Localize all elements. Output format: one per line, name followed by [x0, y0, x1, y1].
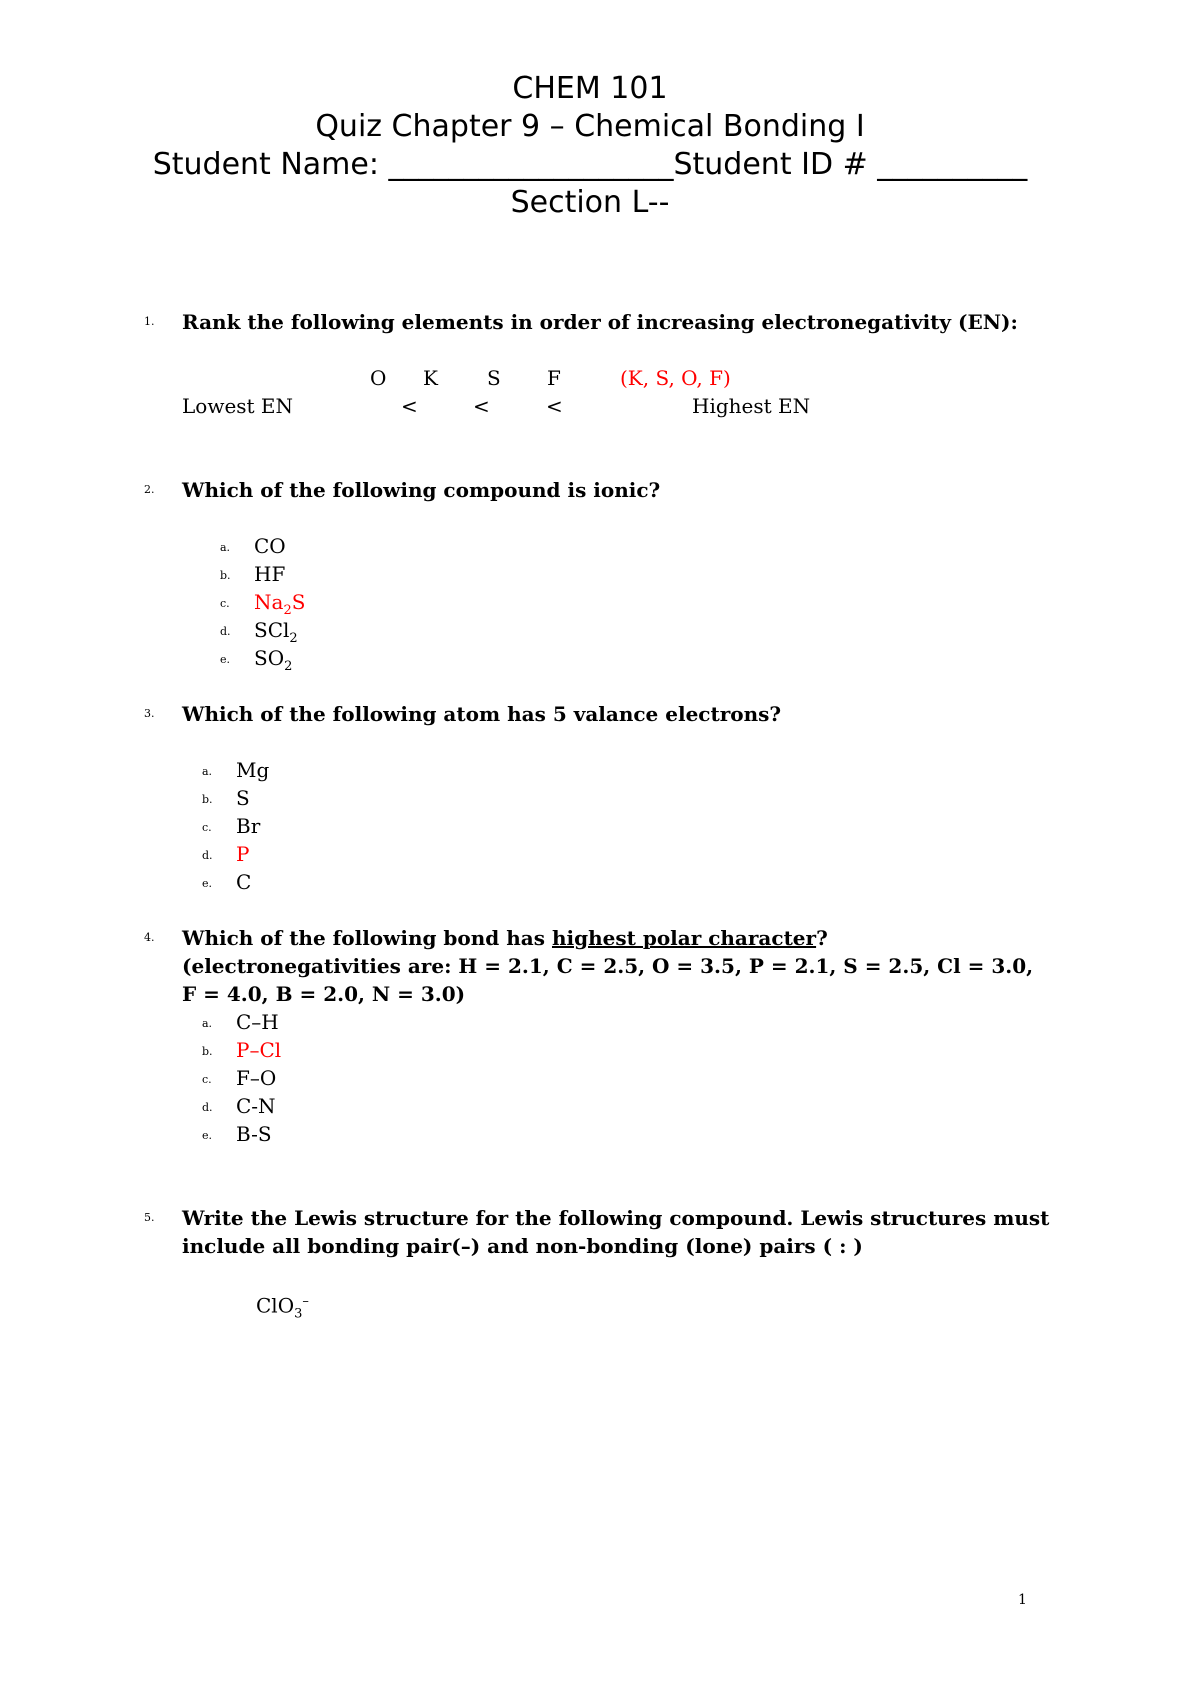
option-text: F–O — [236, 1066, 277, 1090]
option-text: S — [236, 786, 250, 810]
question-number: 2. — [144, 483, 155, 496]
option-letter: a. — [202, 765, 213, 778]
option-letter: c. — [202, 1073, 212, 1086]
question-text-underlined: highest polar character — [551, 926, 817, 950]
question-number: 3. — [144, 707, 155, 720]
option-letter: e. — [202, 877, 213, 890]
lewis-formula — [256, 1288, 309, 1329]
option-letter: b. — [202, 1045, 213, 1058]
element-s: S — [487, 366, 501, 390]
option-letter: d. — [202, 849, 213, 862]
less-than-2: < — [473, 394, 490, 418]
question-text: Which of the following atom has 5 valance electrons? — [182, 702, 782, 726]
less-than-1: < — [401, 394, 418, 418]
question-number: 1. — [144, 315, 155, 328]
formula-subscript: 2 — [283, 603, 292, 618]
highest-en-label: Highest EN — [692, 394, 811, 418]
option-text: CO — [254, 534, 286, 558]
question-text — [182, 924, 1052, 1008]
course-title: CHEM 101 — [512, 71, 668, 106]
option-text: HF — [254, 562, 286, 586]
quiz-title: Quiz Chapter 9 – Chemical Bonding I — [315, 109, 865, 144]
element-k: K — [423, 366, 438, 390]
section-line: Section L-- — [510, 185, 670, 220]
formula-subscript: 2 — [289, 631, 298, 646]
formula-base: ClO — [256, 1293, 295, 1318]
lowest-en-label: Lowest EN — [182, 394, 294, 418]
question-text: Write the Lewis structure for the following compound. Lewis structures must include all bonding pair(–) and non-bonding (lone) pairs ( : ) — [182, 1206, 1050, 1258]
option-text: B-S — [236, 1122, 272, 1146]
formula-tail: S — [291, 590, 306, 614]
option-letter: e. — [202, 1129, 213, 1142]
question-text: Rank the following elements in order of increasing electronegativity (EN): — [182, 310, 1018, 334]
option-letter: a. — [220, 541, 231, 554]
formula-base: SCl — [254, 618, 290, 642]
option-text: C — [236, 870, 252, 894]
element-f: F — [547, 366, 561, 390]
option-letter: b. — [202, 793, 213, 806]
option-text: Br — [236, 814, 261, 838]
answer-q1: (K, S, O, F) — [620, 366, 731, 390]
formula-subscript: 3 — [294, 1306, 303, 1322]
option-letter: c. — [220, 597, 230, 610]
question-text: Which of the following compound is ionic? — [182, 478, 661, 502]
option-letter: c. — [202, 821, 212, 834]
less-than-3: < — [546, 394, 563, 418]
question-text-end: ? (electronegativities are: H = 2.1, C = 2.5, O = 3.5, P = 2.1, S = 2.5, Cl = 3.0, F = 4.0, B = 2.0, N = 3.0) — [182, 926, 1034, 1006]
option-letter: e. — [220, 653, 231, 666]
option-text: Mg — [236, 758, 270, 782]
question-text-start: Which of the following bond has — [182, 926, 552, 950]
formula-base: SO — [254, 646, 285, 670]
element-o: O — [370, 366, 387, 390]
formula-charge: – — [302, 1294, 309, 1309]
option-text-correct: P — [236, 842, 250, 866]
option-text — [254, 644, 292, 681]
option-text-correct: P–Cl — [236, 1038, 282, 1062]
formula-base: Na — [254, 590, 284, 614]
option-letter: a. — [202, 1017, 213, 1030]
option-letter: b. — [220, 569, 231, 582]
option-letter: d. — [202, 1101, 213, 1114]
formula-subscript: 2 — [284, 659, 293, 674]
option-text: C-N — [236, 1094, 276, 1118]
question-number: 5. — [144, 1211, 155, 1224]
option-text: C–H — [236, 1010, 279, 1034]
page-number: 1 — [1018, 1592, 1027, 1608]
student-line: Student Name: ___________________Student ID # __________ — [152, 147, 1028, 182]
question-number: 4. — [144, 931, 155, 944]
option-letter: d. — [220, 625, 231, 638]
